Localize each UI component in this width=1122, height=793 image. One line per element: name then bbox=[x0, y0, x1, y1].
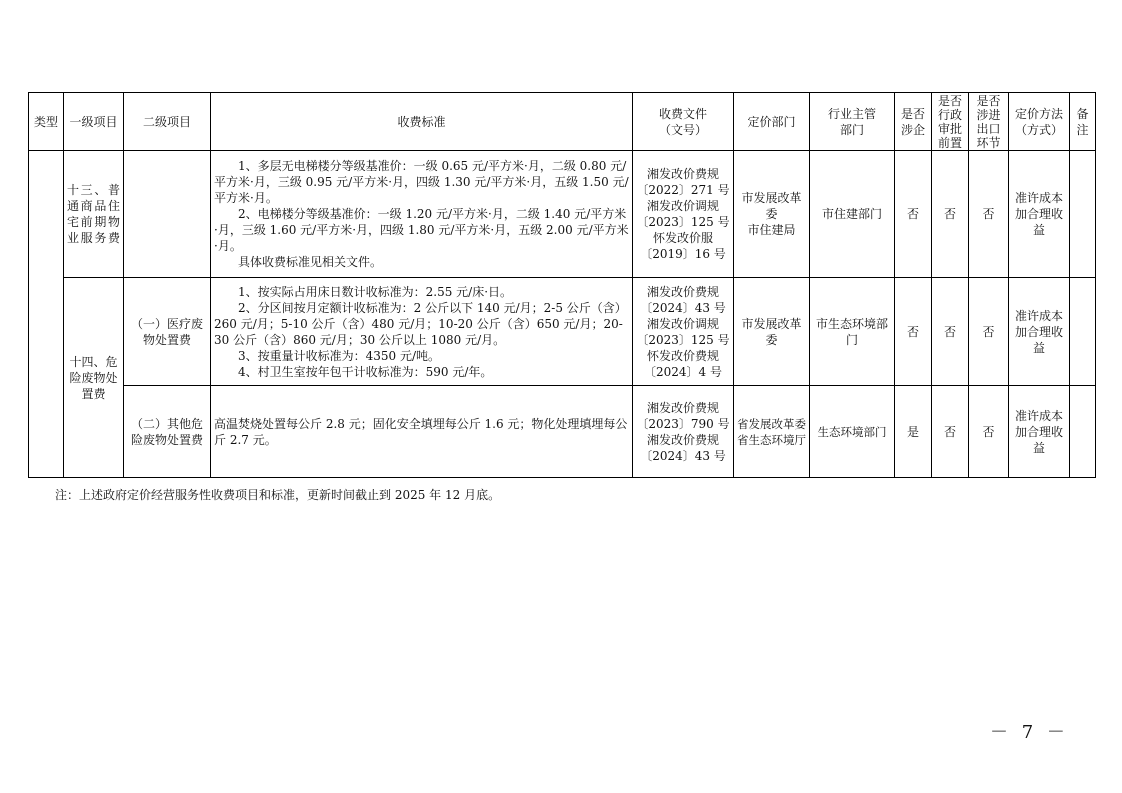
standard-line: 1、多层无电梯楼分等级基准价：一级 0.65 元/平方米·月，二级 0.80 元/平方米·月，三级 0.95 元/平方米·月，四级 1.30 元/平方米·月，五级 1.50 元/平方米·月。 bbox=[214, 159, 629, 205]
level2-cell bbox=[124, 151, 211, 278]
docs-cell: 湘发改价费规〔2022〕271 号 湘发改价调规〔2023〕125 号 怀发改价服〔2019〕16 号 bbox=[633, 151, 734, 278]
method-cell: 准许成本加合理收益 bbox=[1009, 151, 1070, 278]
level2-cell: （一）医疗废物处置费 bbox=[124, 278, 211, 386]
header-standard: 收费标准 bbox=[211, 93, 633, 151]
footnote: 注：上述政府定价经营服务性收费项目和标准，更新时间截止到 2025 年 12 月底。 bbox=[55, 488, 501, 502]
header-level2: 二级项目 bbox=[124, 93, 211, 151]
method-cell: 准许成本加合理收益 bbox=[1009, 278, 1070, 386]
standard-cell bbox=[211, 278, 633, 386]
page-number: － 7 － bbox=[990, 722, 1069, 743]
shenpi-cell: 否 bbox=[932, 278, 969, 386]
docs-cell: 湘发改价费规〔2024〕43 号 湘发改价调规〔2023〕125 号 怀发改价费规〔2024〕4 号 bbox=[633, 278, 734, 386]
level1-cell: 十四、危险废物处置费 bbox=[64, 278, 124, 478]
jinchukou-cell: 否 bbox=[969, 151, 1009, 278]
dept-cell: 省发展改革委 省生态环境厅 bbox=[734, 386, 810, 478]
docs-cell: 湘发改价费规〔2023〕790 号 湘发改价费规〔2024〕43 号 bbox=[633, 386, 734, 478]
header-type: 类型 bbox=[29, 93, 64, 151]
dept-cell: 市发展改革委 bbox=[734, 278, 810, 386]
remark-cell bbox=[1070, 151, 1096, 278]
header-qiye: 是否 涉企 bbox=[895, 93, 932, 151]
header-docs: 收费文件 （文号） bbox=[633, 93, 734, 151]
level1-cell: 十三、普通商品住宅前期物业服务费 bbox=[64, 151, 124, 278]
header-remark: 备 注 bbox=[1070, 93, 1096, 151]
standard-line: 2、分区间按月定额计收标准为：2 公斤以下 140 元/月；2-5 公斤（含）260 元/月；5-10 公斤（含）480 元/月；10-20 公斤（含）650 元/月；20-30 公斤（含）860 元/月；30 公斤以上 1080 元/月。 bbox=[214, 300, 627, 347]
industry-cell: 生态环境部门 bbox=[810, 386, 895, 478]
standard-line: 4、村卫生室按年包干计收标准为：590 元/年。 bbox=[238, 364, 493, 379]
header-dept: 定价部门 bbox=[734, 93, 810, 151]
method-cell: 准许成本加合理收益 bbox=[1009, 386, 1070, 478]
standard-line: 1、按实际占用床日数计收标准为：2.55 元/床·日。 bbox=[238, 284, 513, 299]
standard-line: 2、电梯楼分等级基准价：一级 1.20 元/平方米·月，二级 1.40 元/平方米·月，三级 1.60 元/平方米·月，四级 1.80 元/平方米·月，五级 2.00 元/平方米·月。 bbox=[214, 207, 629, 253]
industry-cell: 市住建部门 bbox=[810, 151, 895, 278]
standard-line: 3、按重量计收标准为：4350 元/吨。 bbox=[238, 348, 441, 363]
table-row bbox=[29, 386, 1096, 478]
type-cell bbox=[29, 151, 64, 478]
qiye-cell: 否 bbox=[895, 151, 932, 278]
qiye-cell: 是 bbox=[895, 386, 932, 478]
header-method: 定价方法 （方式） bbox=[1009, 93, 1070, 151]
industry-cell: 市生态环境部门 bbox=[810, 278, 895, 386]
header-row bbox=[29, 93, 1096, 151]
dept-cell: 市发展改革委 市住建局 bbox=[734, 151, 810, 278]
standard-cell bbox=[211, 151, 633, 278]
qiye-cell: 否 bbox=[895, 278, 932, 386]
fee-table bbox=[28, 92, 1096, 478]
remark-cell bbox=[1070, 386, 1096, 478]
standard-line: 高温焚烧处置每公斤 2.8 元；固化安全填埋每公斤 1.6 元；物化处理填埋每公斤 2.7 元。 bbox=[214, 416, 628, 447]
header-shenpi: 是否 行政 审批 前置 bbox=[932, 93, 969, 151]
standard-line: 具体收费标准见相关文件。 bbox=[238, 255, 383, 269]
shenpi-cell: 否 bbox=[932, 151, 969, 278]
level2-cell: （二）其他危险废物处置费 bbox=[124, 386, 211, 478]
jinchukou-cell: 否 bbox=[969, 386, 1009, 478]
standard-cell bbox=[211, 386, 633, 478]
table-row bbox=[29, 151, 1096, 278]
remark-cell bbox=[1070, 278, 1096, 386]
shenpi-cell: 否 bbox=[932, 386, 969, 478]
header-level1: 一级项目 bbox=[64, 93, 124, 151]
header-industry: 行业主管 部门 bbox=[810, 93, 895, 151]
jinchukou-cell: 否 bbox=[969, 278, 1009, 386]
header-jinchukou: 是否 涉进 出口 环节 bbox=[969, 93, 1009, 151]
table-row bbox=[29, 278, 1096, 386]
